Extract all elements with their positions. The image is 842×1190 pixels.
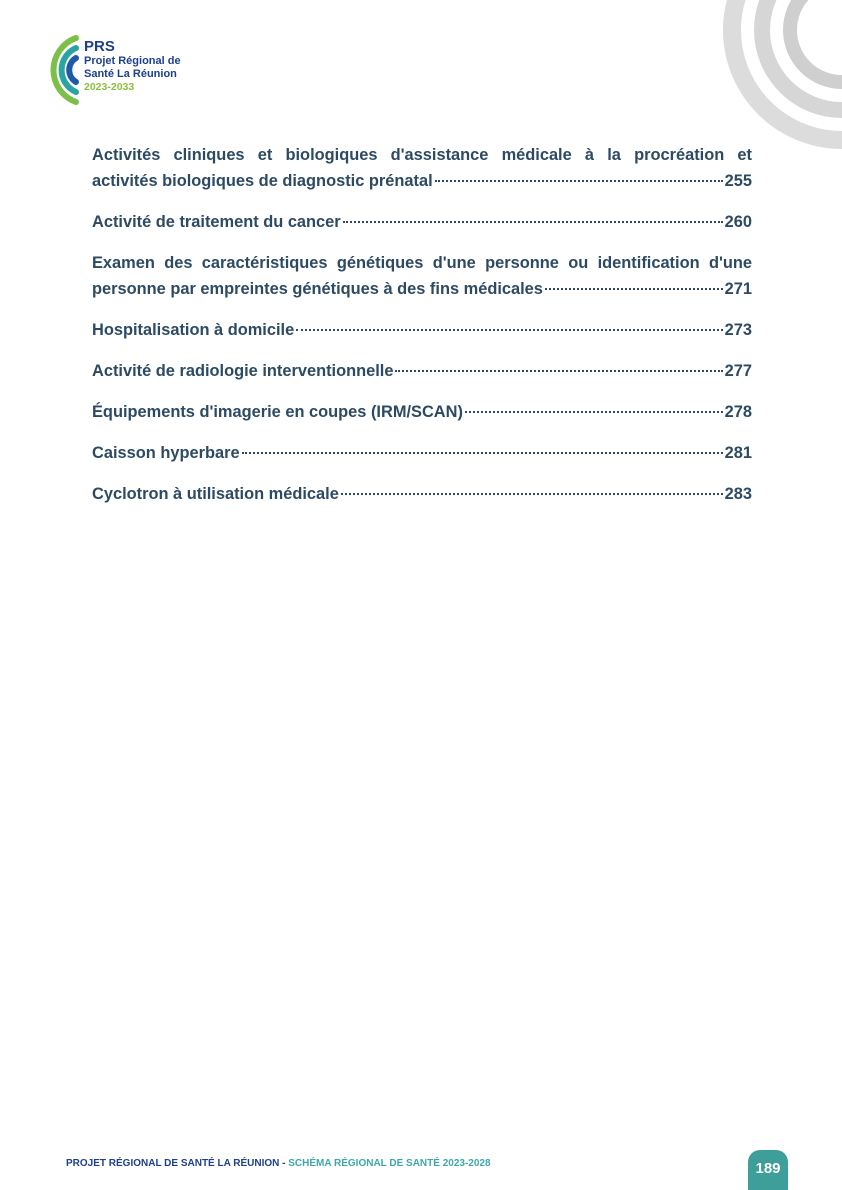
toc-entry[interactable] bbox=[92, 209, 752, 235]
toc-page-number: 278 bbox=[724, 403, 752, 421]
dot-leader bbox=[395, 370, 722, 372]
dot-leader bbox=[435, 180, 723, 182]
toc-entry-text: Activité de traitement du cancer bbox=[92, 213, 341, 231]
toc-entry[interactable] bbox=[92, 399, 752, 425]
toc-entry-text: Cyclotron à utilisation médicale bbox=[92, 485, 339, 503]
dot-leader bbox=[545, 288, 723, 290]
dot-leader bbox=[341, 493, 723, 495]
logo-title: PRS bbox=[84, 38, 115, 55]
decorative-corner-swirl bbox=[692, 0, 842, 160]
dot-leader bbox=[343, 221, 723, 223]
logo-years: 2023-2033 bbox=[84, 81, 135, 93]
toc-entry[interactable] bbox=[92, 481, 752, 507]
logo-subtitle-line1: Projet Régional de bbox=[84, 55, 181, 67]
toc-page-number: 273 bbox=[724, 321, 752, 339]
dot-leader bbox=[465, 411, 723, 413]
toc-entry-text: personne par empreintes génétiques à des fins médicales bbox=[92, 280, 543, 298]
toc-page-number: 260 bbox=[724, 213, 752, 231]
footer-section-title: SCHÉMA RÉGIONAL DE SANTÉ 2023-2028 bbox=[288, 1158, 491, 1169]
logo-text bbox=[84, 38, 181, 94]
logo-subtitle-line2: Santé La Réunion bbox=[84, 68, 177, 80]
toc-entry-text: Examen des caractéristiques génétiques d'une personne ou identification d'une bbox=[92, 254, 752, 272]
page-number-badge: 189 bbox=[748, 1150, 788, 1190]
toc-page-number: 277 bbox=[724, 362, 752, 380]
toc-entry[interactable] bbox=[92, 358, 752, 384]
toc-entry-text: Équipements d'imagerie en coupes (IRM/SCAN) bbox=[92, 403, 463, 421]
toc-page-number: 281 bbox=[724, 444, 752, 462]
toc-entry[interactable] bbox=[92, 317, 752, 343]
toc-entry[interactable] bbox=[92, 142, 752, 194]
table-of-contents bbox=[92, 142, 752, 522]
footer-separator: - bbox=[279, 1158, 289, 1169]
toc-page-number: 255 bbox=[724, 172, 752, 190]
toc-entry-text: Activité de radiologie interventionnelle bbox=[92, 362, 394, 380]
toc-page-number: 271 bbox=[724, 280, 752, 298]
toc-entry[interactable] bbox=[92, 250, 752, 302]
footer-document-title: PROJET RÉGIONAL DE SANTÉ LA RÉUNION bbox=[66, 1158, 280, 1169]
prs-logo-mark-icon bbox=[24, 30, 84, 110]
toc-entry-text: Hospitalisation à domicile bbox=[92, 321, 295, 339]
toc-entry-text: Caisson hyperbare bbox=[92, 444, 240, 462]
prs-logo bbox=[24, 30, 214, 112]
dot-leader bbox=[242, 452, 723, 454]
dot-leader bbox=[296, 329, 722, 331]
toc-entry-text: Activités cliniques et biologiques d'assistance médicale à la procréation et bbox=[92, 146, 752, 164]
toc-page-number: 283 bbox=[724, 485, 752, 503]
page-footer bbox=[66, 1158, 491, 1169]
toc-entry-text: activités biologiques de diagnostic prénatal bbox=[92, 172, 433, 190]
toc-entry[interactable] bbox=[92, 440, 752, 466]
